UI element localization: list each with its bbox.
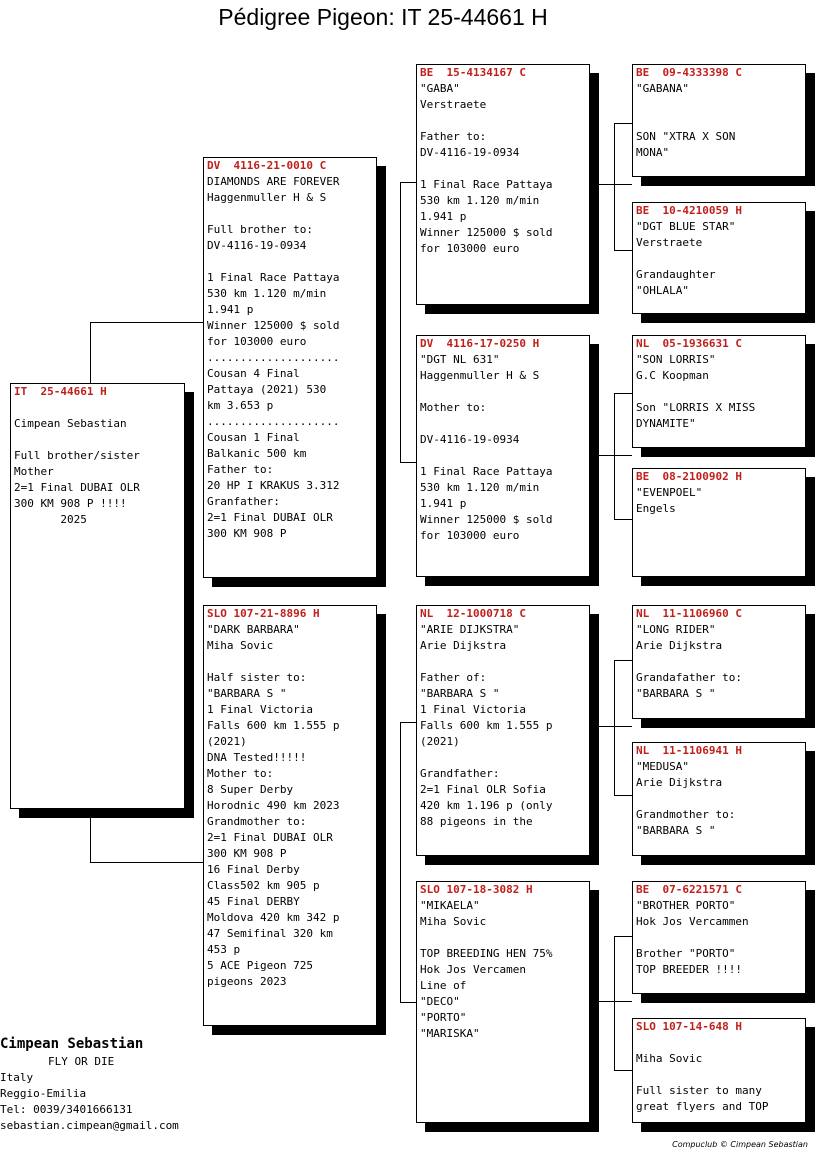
card-text: "GABANA" SON "XTRA X SON MONA" <box>636 82 736 159</box>
connector <box>614 936 615 1071</box>
ring-number: DV 4116-21-0010 C <box>207 159 327 172</box>
connector <box>614 250 632 251</box>
ring-number: BE 15-4134167 C <box>420 66 526 79</box>
connector <box>400 182 417 183</box>
connector <box>400 1002 417 1003</box>
card-text: "ARIE DIJKSTRA" Arie Dijkstra Father of: "BARBARA S " 1 Final Victoria Falls 600 km 1.555 p (2021) Grandfather: 2=1 Final OLR Sofia 420 km 1.196 p (only 88 pigeons in the <box>420 623 553 828</box>
card-text: "DGT BLUE STAR" Verstraete Grandaughter "OHLALA" <box>636 220 736 297</box>
card-text: Cimpean Sebastian Full brother/sister Mother 2=1 Final DUBAI OLR 300 KM 908 P !!!! 2025 <box>14 417 140 526</box>
ring-number: SLO 107-14-648 H <box>636 1020 742 1033</box>
grandmother-paternal-card <box>416 335 590 577</box>
connector <box>614 660 632 661</box>
card-text: "MEDUSA" Arie Dijkstra Grandmother to: "BARBARA S " <box>636 760 736 837</box>
page-title: Pédigree Pigeon: IT 25-44661 H <box>218 4 548 30</box>
connector <box>614 123 632 124</box>
mother-card <box>203 605 377 1026</box>
ggp-card <box>632 468 806 577</box>
connector <box>400 462 417 463</box>
connector <box>614 123 615 251</box>
ggp-card <box>632 335 806 448</box>
ring-number: BE 10-4210059 H <box>636 204 742 217</box>
connector <box>90 808 91 863</box>
ggp-card <box>632 881 806 994</box>
breeder-country: Italy <box>0 1071 34 1084</box>
grandfather-paternal-card <box>416 64 590 305</box>
breeder-name: Cimpean Sebastian <box>0 1036 144 1052</box>
connector <box>90 322 204 323</box>
connector <box>614 795 632 796</box>
connector <box>614 660 615 796</box>
connector <box>90 862 204 863</box>
connector <box>598 1001 632 1002</box>
connector <box>598 726 632 727</box>
connector <box>400 182 401 463</box>
connector <box>614 1070 632 1071</box>
ring-number: BE 07-6221571 C <box>636 883 742 896</box>
card-text: "GABA" Verstraete Father to: DV-4116-19-0934 1 Final Race Pattaya 530 km 1.120 m/min 1.941 p Winner 125000 $ sold for 103000 euro <box>420 82 553 255</box>
grandmother-maternal-card <box>416 881 590 1123</box>
ring-number: NL 05-1936631 C <box>636 337 742 350</box>
connector <box>90 322 91 384</box>
connector <box>400 722 417 723</box>
connector <box>598 455 632 456</box>
card-text: "MIKAELA" Miha Sovic TOP BREEDING HEN 75% Hok Jos Vercamen Line of "DECO" "PORTO" "MARISKA" <box>420 899 553 1040</box>
ring-number: NL 12-1000718 C <box>420 607 526 620</box>
connector <box>614 519 632 520</box>
breeder-motto: FLY OR DIE <box>48 1055 115 1068</box>
subject-card <box>10 383 185 809</box>
ring-number: NL 11-1106941 H <box>636 744 742 757</box>
breeder-info <box>0 1034 179 1134</box>
connector <box>614 393 615 520</box>
ggp-card <box>632 64 806 177</box>
connector <box>598 184 632 185</box>
ggp-card <box>632 742 806 856</box>
breeder-region: Reggio-Emilia <box>0 1087 87 1100</box>
ggp-card <box>632 1018 806 1123</box>
card-text: "DARK BARBARA" Miha Sovic Half sister to: "BARBARA S " 1 Final Victoria Falls 600 km 1.555 p (2021) DNA Tested!!!!! Mother to: 8 Super Derby Horodnic 490 km 2023 Grandmother to: 2=1 Final DUBAI OLR 300 KM 908 P 16 Final Derby Class502 km 905 p 45 Final DERBY Moldova 420 km 342 p 47 Semifinal 320 km 453 p 5 ACE Pigeon 725 pigeons 2023 <box>207 623 340 988</box>
ring-number: BE 09-4333398 C <box>636 66 742 79</box>
ring-number: NL 11-1106960 C <box>636 607 742 620</box>
father-card <box>203 157 377 578</box>
card-text: DIAMONDS ARE FOREVER Haggenmuller H & S Full brother to: DV-4116-19-0934 1 Final Race Pattaya 530 km 1.120 m/min 1.941 p Winner 125000 $ sold for 103000 euro .................... Cousan 4 Final Pattaya (2021) 530 km 3.653 p .................... Cousan 1 Final Balkanic 500 km Father to: 20 HP I KRAKUS 3.312 Granfather: 2=1 Final DUBAI OLR 300 KM 908 P <box>207 175 340 540</box>
ring-number: IT 25-44661 H <box>14 385 107 398</box>
card-text: Miha Sovic Full sister to many great flyers and TOP <box>636 1052 769 1113</box>
card-text: "BROTHER PORTO" Hok Jos Vercammen Brother "PORTO" TOP BREEDER !!!! <box>636 899 749 976</box>
grandfather-maternal-card <box>416 605 590 856</box>
card-text: "SON LORRIS" G.C Koopman Son "LORRIS X MISS DYNAMITE" <box>636 353 756 430</box>
connector <box>614 936 632 937</box>
breeder-phone: Tel: 0039/3401666131 <box>0 1103 133 1116</box>
card-text: "DGT NL 631" Haggenmuller H & S Mother to: DV-4116-19-0934 1 Final Race Pattaya 530 km 1.120 m/min 1.941 p Winner 125000 $ sold for 103000 euro <box>420 353 553 542</box>
ring-number: BE 08-2100902 H <box>636 470 742 483</box>
ring-number: SLO 107-21-8896 H <box>207 607 320 620</box>
footer-credit: Compuclub © Cimpean Sebastian <box>672 1140 808 1149</box>
breeder-email: sebastian.cimpean@gmail.com <box>0 1119 179 1132</box>
ring-number: SLO 107-18-3082 H <box>420 883 533 896</box>
connector <box>614 393 632 394</box>
connector <box>400 722 401 1003</box>
ggp-card <box>632 202 806 314</box>
ggp-card <box>632 605 806 719</box>
card-text: "LONG RIDER" Arie Dijkstra Grandafather to: "BARBARA S " <box>636 623 742 700</box>
ring-number: DV 4116-17-0250 H <box>420 337 540 350</box>
card-text: "EVENPOEL" Engels <box>636 486 703 515</box>
